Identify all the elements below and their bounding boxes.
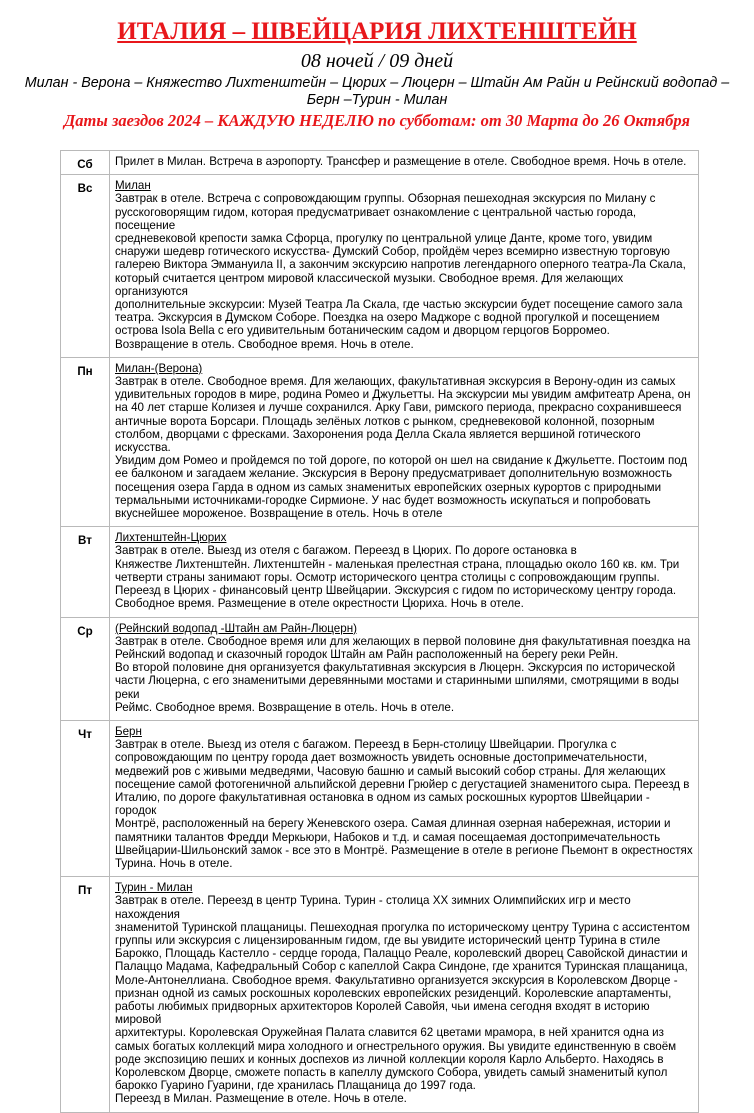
day-label: Вт bbox=[61, 527, 110, 617]
day-label: Чт bbox=[61, 720, 110, 876]
day-description bbox=[110, 877, 699, 1112]
day-text: Прилет в Милан. Встреча в аэропорту. Трансфер и размещение в отеле. Свободное время. Ночь в отеле. bbox=[115, 155, 687, 168]
tour-route: Милан - Верона – Княжество Лихтенштейн – Цюрих – Люцерн – Штайн Ам Райн и Рейнский водопад – Берн –Турин - Милан bbox=[24, 75, 730, 108]
day-text: Завтрак в отеле. Выезд из отеля с багажом. Переезд в Цюрих. По дороге остановка в Княжестве Лихтенштейн. Лихтенштейн - маленькая прелестная страна, площадью около 160 кв. км. Три четверти страны занимают горы. Осмотр исторического центра столицы с сопровождающим группы. Переезд в Цюрих - финансовый центр Швейцарии. Экскурсия с гидом по историческому центру города. Свободное время. Размещение в отеле окрестности Цюриха. Ночь в отеле. bbox=[115, 544, 680, 611]
day-title: (Рейнский водопад -Штайн ам Райн-Люцерн) bbox=[115, 621, 357, 635]
day-label: Пт bbox=[61, 877, 110, 1112]
page-title: ИТАЛИЯ – ШВЕЙЦАРИЯ ЛИХТЕНШТЕЙН bbox=[117, 18, 637, 45]
table-row bbox=[61, 151, 699, 175]
day-description bbox=[110, 720, 699, 876]
day-text: Завтрак в отеле. Свободное время. Для желающих, факультативная экскурсия в Верону-один из самых удивительных городов в мире, родина Ромео и Джульетты. На экскурсии мы увидим амфитеатр Арена, он на 40 лет старше Колизея и лучше сохранился. Арку Гави, римского периода, прекрасно сохранившееся античные ворота Борсари. Площадь зелёных лотков с рынком, средневековой колонной, позорным столбом, дворцами с фресками. Захоронения рода Делла Скала является вершиной готического искусства. Увидим дом Ромео и пройдемся по той дороге, по которой он шел на свидание к Джульетте. Постоим под ее балконом и загадаем желание. Экскурсия в Верону предусматривает дополнительную возможность посещения озера Гарда в одном из самых знаменитых европейских озерных курортов с природными термальными источниками-городке Сирмионе. У нас будет возможность искупаться и попробовать вкуснейшее мороженое. Возвращение в отель. Ночь в отеле bbox=[115, 375, 691, 521]
day-title: Берн bbox=[115, 724, 142, 738]
day-title: Лихтенштейн-Цюрих bbox=[115, 531, 227, 545]
table-row bbox=[61, 175, 699, 358]
day-label: Сб bbox=[61, 151, 110, 175]
day-label: Пн bbox=[61, 357, 110, 526]
table-row bbox=[61, 720, 699, 876]
day-text: Завтрак в отеле. Выезд из отеля с багажом. Переезд в Берн-столицу Швейцарии. Прогулка с сопровождающим по центру города дает возможность увидеть основные достопримечательности, медвежий ров с живыми медведями, Часовую башню и самый высокий собор страны. Для желающих посещение самой фотогеничной альпийской деревни Грюйер с дегустацией знаменитого сыра. Переезд в Италию, по дороге факультативная остановка в одном из самых роскошных курортов Швейцарии - городок Монтрё, расположенный на берегу Женевского озера. Самая длинная озерная набережная, истории и памятники талантов Фредди Меркьюри, Набоков и т.д. и самая посещаемая достопримечательность Швейцарии-Шильонский замок - все это в Монтрё. Размещение в отеле в регионе Пьемонт в окрестностях Турина. Ночь в отеле. bbox=[115, 738, 693, 870]
tour-dates: Даты заездов 2024 – КАЖДУЮ НЕДЕЛЮ по субботам: от 30 Марта до 26 Октября bbox=[64, 111, 690, 130]
table-row bbox=[61, 357, 699, 526]
day-description bbox=[110, 617, 699, 720]
table-row bbox=[61, 617, 699, 720]
day-label: Вс bbox=[61, 175, 110, 358]
itinerary-table bbox=[60, 150, 699, 1113]
header bbox=[0, 17, 754, 131]
day-title: Турин - Милан bbox=[115, 881, 193, 895]
day-title: Милан-(Верона) bbox=[115, 361, 203, 375]
table-row bbox=[61, 527, 699, 617]
day-description bbox=[110, 527, 699, 617]
day-description bbox=[110, 175, 699, 358]
table-row bbox=[61, 877, 699, 1112]
day-description bbox=[110, 357, 699, 526]
day-label: Ср bbox=[61, 617, 110, 720]
tour-duration: 08 ночей / 09 дней bbox=[300, 50, 454, 72]
day-text: Завтрак в отеле. Свободное время или для желающих в первой половине дня факультативная поездка на Рейнский водопад и сказочный городок Штайн ам Райн расположенный на берегу реки Рейн. Во второй половине дня организуется факультативная экскурсия в Люцерн. Экскурсия по исторической части Люцерна, с его знаменитыми деревянными мостами и старинными шпилями, смотрящими в воды реки Реймс. Свободное время. Возвращение в отель. Ночь в отеле. bbox=[115, 634, 691, 714]
day-description bbox=[110, 151, 699, 175]
day-text: Завтрак в отеле. Переезд в центр Турина. Турин - столица XX зимних Олимпийских игр и место нахождения знаменитой Туринской плащаницы. Пешеходная прогулка по историческому центру Турина с ассистентом группы или экскурсия с лицензированным гидом, где вы увидите исторический центр Турина в стиле Барокко, Площадь Кастелло - сердце города, Палаццо Реале, королевский дворец Савойской династии и Палаццо Мадама, Кафедральный Собор с капеллой Сакра Синдоне, где хранится Туринская плащаница, Моле-Антонеллиана. Свободное время. Факультативно организуется экскурсия в Королевском Дворце - признан одной из самых роскошных королевских европейских резиденций. Королевские апартаменты, работы любимых придворных архитекторов Королей Савойя, чьи имена сегодня входят в историю мировой архитектуры. Королевская Оружейная Палата славится 62 цветами мрамора, в ней хранится одна из самых богатых коллекций мира холодного и огнестрельного оружия. Вы увидите единственную в своём роде экспозицию пеших и конных доспехов из личной коллекции короля Карло Альберто. Находясь в Королевском Дворце, сможете попасть в капеллу думского Собора, увидеть самый знаменитый купол барокко Гуарино Гуарини, где хранилась Плащаница до 1997 года. Переезд в Милан. Размещение в отеле. Ночь в отеле. bbox=[115, 894, 690, 1106]
day-text: Завтрак в отеле. Встреча с сопровождающим группы. Обзорная пешеходная экскурсия по Милану с русскоговорящим гидом, которая предусматривает ознакомление с центральной частью города, посещение средневековой крепости замка Сфорца, прогулку по центральной улице Данте, кроме того, увидим снаружи шедевр готического искусства- Думский Собор, пройдём через всемирно известную торговую галерею Виктора Эммануила II, а закончим экскурсию напротив легендарного оперного театра-Ла Скала, который считается центром мировой классической музыки. Свободное время. Для желающих организуются дополнительные экскурсии: Музей Театра Ла Скала, где частью экскурсии будет посещение самого зала театра. Экскурсия в Думском Соборе. Поездка на озеро Маджоре с водной прогулкой и посещением острова Isola Bella с его удивительным ботаническим садом и дворцом герцогов Борромео. Возвращение в отель. Свободное время. Ночь в отеле. bbox=[115, 192, 686, 351]
day-title: Милан bbox=[115, 179, 151, 193]
